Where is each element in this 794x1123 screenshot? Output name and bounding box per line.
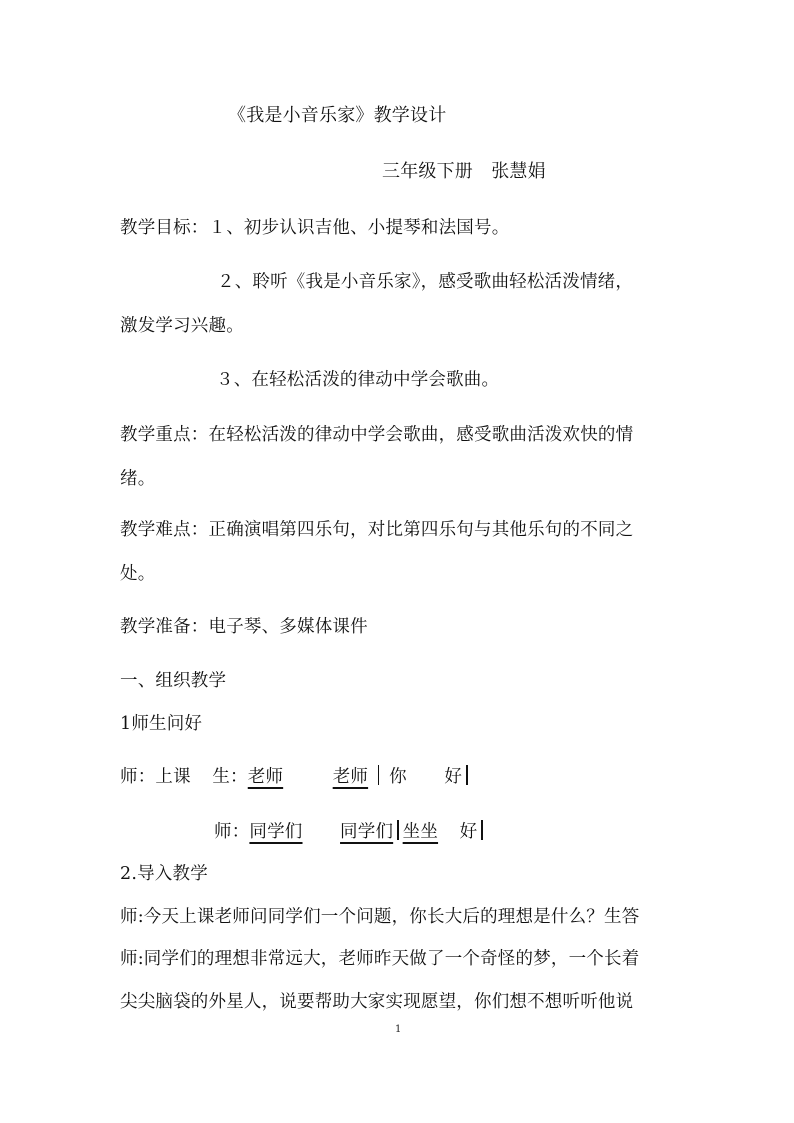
difficulty-line-2: 处。 — [120, 564, 156, 584]
document-subtitle: 三年级下册 张慧娟 — [382, 161, 546, 182]
dialogue-teacher-line: 师：上课 — [120, 767, 191, 787]
dialogue-teacher-part-1: 同学们 — [249, 822, 303, 842]
key-point-line-2: 绪。 — [120, 469, 156, 489]
preparation-line: 教学准备：电子琴、多媒体课件 — [120, 617, 368, 637]
objective-item-2: ２、聆听《我是小音乐家》，感受歌曲轻松活泼情绪， — [217, 272, 634, 292]
section-2-line-3: 尖尖脑袋的外星人，说要帮助大家实现愿望，你们想不想听听他说 — [120, 992, 634, 1012]
page-number: 1 — [395, 1024, 402, 1035]
section-2-line-1: 师:今天上课老师问同学们一个问题，你长大后的理想是什么？生答 — [120, 907, 640, 927]
dialogue-student-part-3: 你 — [389, 767, 407, 787]
bar-line-divider — [397, 820, 399, 840]
key-point-line-1: 教学重点：在轻松活泼的律动中学会歌曲，感受歌曲活泼欢快的情 — [120, 425, 634, 445]
difficulty-line-1: 教学难点：正确演唱第四乐句，对比第四乐句与其他乐句的不同之 — [120, 520, 634, 540]
objective-item-1: １、初步认识吉他、小提琴和法国号。 — [208, 218, 510, 238]
objective-item-3: ３、在轻松活泼的律动中学会歌曲。 — [216, 370, 500, 390]
bar-line-divider — [466, 765, 468, 785]
bar-line-divider — [378, 765, 380, 785]
section-2-heading: 2.导入教学 — [120, 864, 208, 884]
bar-line-divider — [481, 820, 483, 840]
dialogue-student-part-2: 老师 — [332, 767, 369, 787]
objective-item-2-continuation: 激发学习兴趣。 — [120, 316, 244, 336]
section-1-heading: 一、组织教学 — [120, 671, 227, 691]
dialogue-teacher-part-4: 好 — [459, 822, 478, 842]
section-2-line-2: 师:同学们的理想非常远大，老师昨天做了一个奇怪的梦，一个长着 — [120, 949, 640, 969]
dialogue-teacher-part-3: 坐坐 — [402, 822, 439, 842]
section-1-subheading: 1师生问好 — [120, 714, 203, 734]
dialogue-student-label: 生： — [212, 767, 248, 787]
objectives-line-1 — [120, 216, 509, 240]
dialogue-student-part-4: 好 — [444, 767, 463, 787]
objectives-label: 教学目标： — [120, 218, 209, 238]
dialogue-student-part-1: 老师 — [247, 767, 284, 787]
document-title: 《我是小音乐家》教学设计 — [228, 105, 447, 126]
greeting-dialogue-line-1 — [120, 765, 472, 789]
greeting-dialogue-line-2 — [214, 820, 487, 844]
dialogue-teacher-label: 师： — [214, 822, 250, 842]
dialogue-teacher-part-2: 同学们 — [340, 822, 394, 842]
